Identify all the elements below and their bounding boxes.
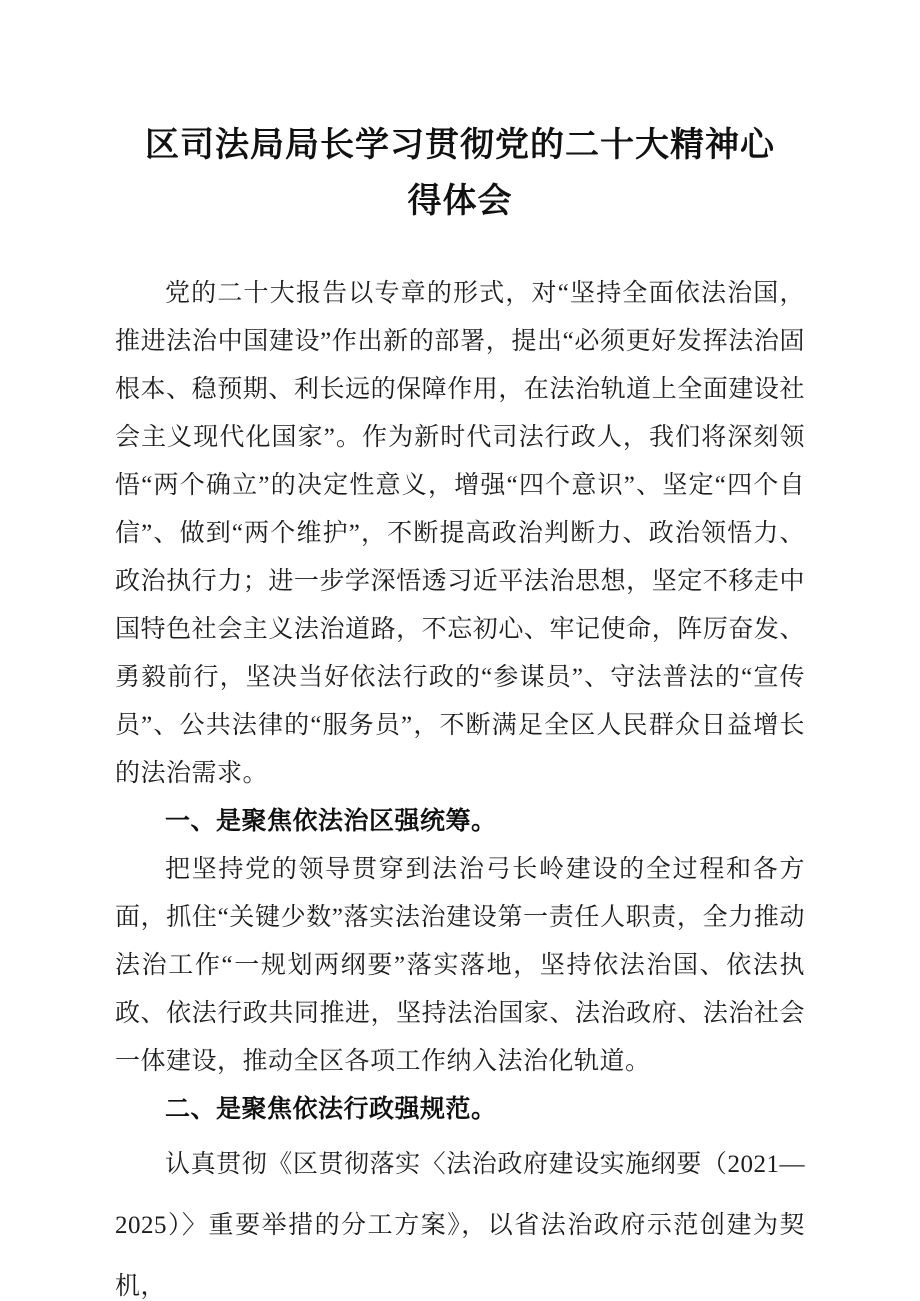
document-title: 区司法局局长学习贯彻党的二十大精神心得体会 [145,127,775,220]
paragraph-intro: 党的二十大报告以专章的形式，对“坚持全面依法治国，推进法治中国建设”作出新的部署，提出“必须更好发挥法治固根本、稳预期、利长远的保障作用，在法治轨道上全面建设社会主义现代化国家”。作为新时代司法行政人，我们将深刻领悟“两个确立”的决定性意义，增强“四个意识”、坚定“四个自信”、做到“两个维护”，不断提高政治判断力、政治领悟力、政治执行力；进一步学深悟透习近平法治思想，坚定不移走中国特色社会主义法治道路，不忘初心、牢记使命，阵厉奋发、勇毅前行，坚决当好依法行政的“参谋员”、守法普法的“宣传员”、公共法律的“服务员”，不断满足全区人民群众日益增长的法治需求。 [115,280,805,787]
paragraph-section-1: 把坚持党的领导贯穿到法治弓长岭建设的全过程和各方面，抓住“关键少数”落实法治建设第一责任人职责，全力推动法治工作“一规划两纲要”落实落地，坚持依法治国、依法执政、依法行政共同推进，坚持法治国家、法治政府、法治社会一体建设，推动全区各项工作纳入法治化轨道。 [115,856,805,1075]
section-heading-1: 一、是聚焦依法治区强统筹。 [165,808,497,835]
paragraph-section-2: 认真贯彻《区贯彻落实〈法治政府建设实施纲要（2021—2025）〉重要举措的分工方案》，以省法治政府示范创建为契机， [115,1151,805,1300]
section-heading-2: 二、是聚焦依法行政强规范。 [165,1096,497,1123]
